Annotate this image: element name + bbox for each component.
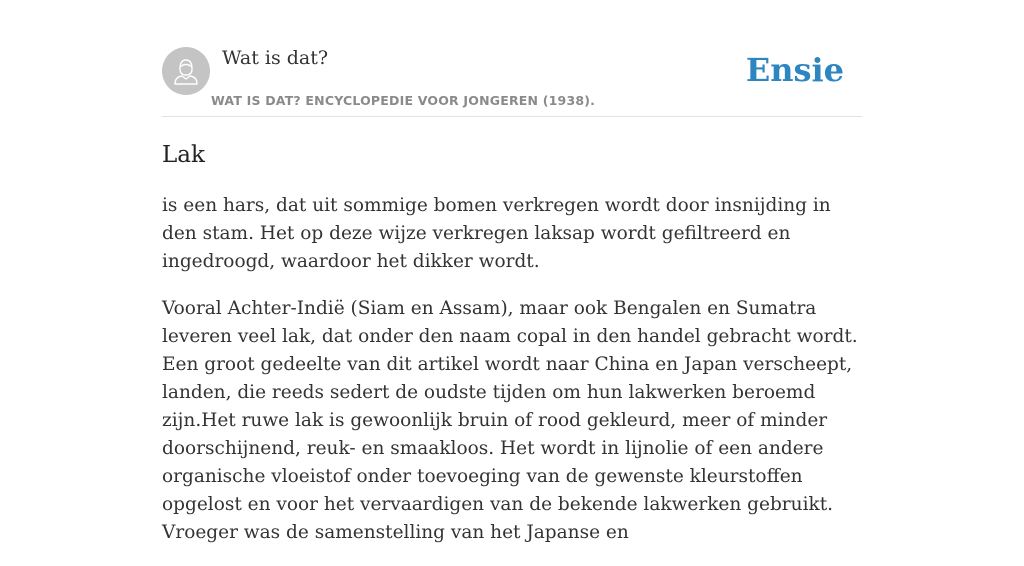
ensie-logo[interactable]: Ensie: [745, 51, 844, 89]
source-avatar[interactable]: [162, 47, 210, 95]
article-container: [162, 0, 862, 543]
user-icon: [162, 47, 210, 95]
article-paragraph: Vooral Achter-Indië (Siam en Assam), maar ook Bengalen en Sumatra leveren veel lak, dat onder den naam copal in den handel gebracht wordt. Een groot gedeelte van dit artikel wordt naar China en Japan verscheept, landen, die reeds sedert de oudste tijden om hun lakwerken beroemd zijn.Het ruwe lak is gewoonlijk bruin of rood gekleurd, meer of minder doorschijnend, reuk- en smaakloos. Het wordt in lijnolie of een andere organische vloeistof onder toevoeging van de gewenste kleurstoffen opgelost en voor het vervaardigen van de bekende lakwerken gebruikt. Vroeger was de samenstelling van het Japanse en: [162, 298, 858, 543]
article-body: [162, 192, 862, 566]
source-title-link[interactable]: Wat is dat?: [222, 47, 329, 69]
article-title: Lak: [162, 142, 205, 168]
source-header: [162, 0, 862, 117]
source-subtitle: WAT IS DAT? ENCYCLOPEDIE VOOR JONGEREN (1938).: [211, 93, 596, 108]
article-paragraph: is een hars, dat uit sommige bomen verkregen wordt door insnijding in den stam. Het op deze wijze verkregen laksap wordt gefiltreerd en ingedroogd, waardoor het dikker wordt.: [162, 195, 831, 272]
